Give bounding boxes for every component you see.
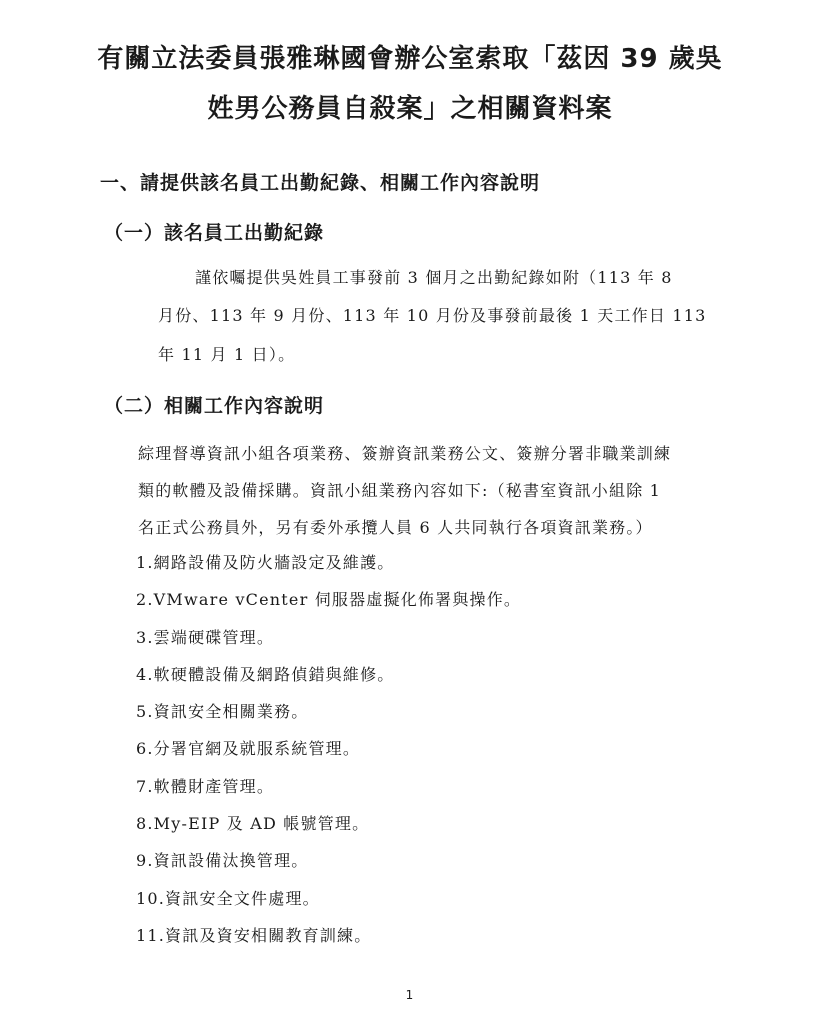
subsection-2-paragraph-line: 名正式公務員外，另有委外承攬人員 6 人共同執行各項資訊業務。）: [138, 518, 653, 537]
subsection-2-heading: （二）相關工作內容說明: [104, 395, 325, 417]
subsection-2-paragraph-line: 類的軟體及設備採購。資訊小組業務內容如下:（秘書室資訊小組除 1: [138, 481, 662, 500]
duty-list-item: 11.資訊及資安相關教育訓練。: [136, 925, 372, 945]
page-number: 1: [405, 988, 414, 1002]
section-1-heading: 一、請提供該名員工出勤紀錄、相關工作內容說明: [100, 172, 541, 194]
duty-list-item: 7.軟體財產管理。: [136, 776, 275, 796]
duty-list-item: 10.資訊安全文件處理。: [136, 888, 320, 908]
duty-list-item: 3.雲端硬碟管理。: [136, 627, 275, 647]
subsection-1-paragraph-line: 年 11 月 1 日）。: [158, 345, 296, 364]
subsection-1-paragraph-line: 謹依囑提供吳姓員工事發前 3 個月之出勤紀錄如附（113 年 8: [195, 268, 673, 287]
subsection-1-heading: （一）該名員工出勤紀錄: [104, 222, 325, 244]
duty-list-item: 1.網路設備及防火牆設定及維護。: [136, 553, 395, 572]
document-title-line-2: 姓男公務員自殺案」之相關資料案: [207, 94, 613, 124]
duty-list-item: 5.資訊安全相關業務。: [136, 702, 309, 722]
subsection-2-paragraph-line: 綜理督導資訊小組各項業務、簽辦資訊業務公文、簽辦分署非職業訓練: [138, 444, 672, 463]
duty-list-item: 9.資訊設備汰換管理。: [136, 851, 309, 871]
duty-list-item: 8.My-EIP 及 AD 帳號管理。: [136, 814, 370, 834]
duty-list-item: 4.軟硬體設備及網路偵錯與維修。: [136, 664, 395, 684]
duty-list-item: 2.VMware vCenter 伺服器虛擬化佈署與操作。: [136, 590, 522, 610]
duty-list: [136, 552, 521, 962]
subsection-1-paragraph-line: 月份、113 年 9 月份、113 年 10 月份及事發前最後 1 天工作日 113: [158, 306, 707, 325]
duty-list-item: 6.分署官網及就服系統管理。: [136, 739, 361, 759]
document-title-line-1: 有關立法委員張雅琳國會辦公室索取「茲因 39 歲吳: [97, 44, 723, 74]
